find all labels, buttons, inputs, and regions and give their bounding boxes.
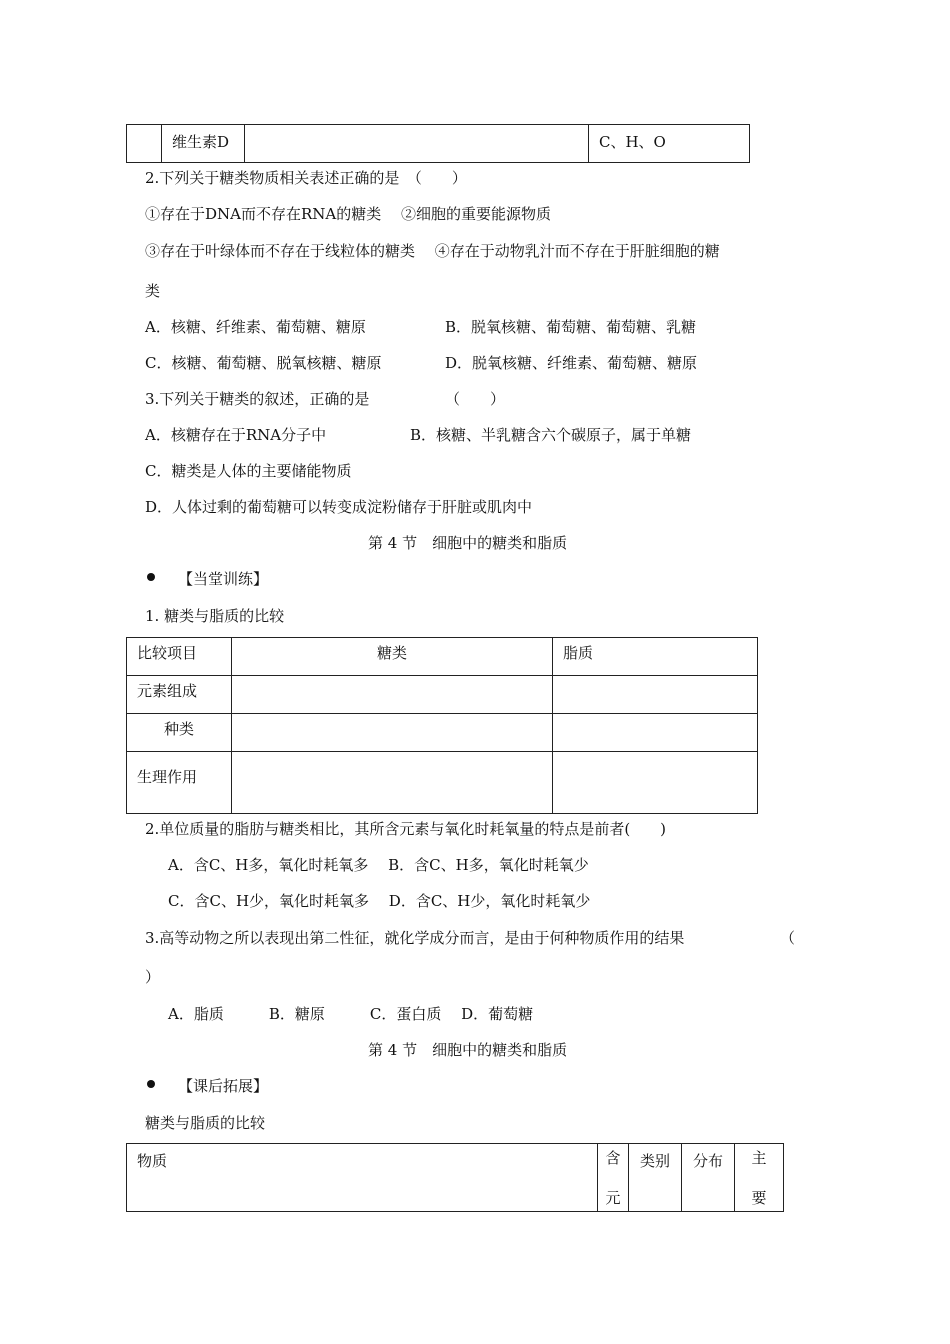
q2-option-b: B．脱氧核糖、葡萄糖、葡萄糖、乳糖 (445, 318, 697, 336)
q3-option-a: A．核糖存在于RNA分子中 (145, 426, 327, 444)
top-table-cell-vitamin-d: 维生素D (162, 125, 245, 163)
section1-q2-options-line1: A．含C、H多，氧化时耗氧多 B．含C、H多，氧化时耗氧少 (168, 856, 589, 874)
extension-header-main-line2: 要 (751, 1189, 767, 1207)
q2-stem: 2.下列关于糖类物质相关表述正确的是 （ ） (145, 169, 467, 187)
comparison-cell (553, 714, 758, 752)
q2-line1: ①存在于DNA而不存在RNA的糖类 ②细胞的重要能源物质 (145, 205, 552, 223)
section1-q2-options-line2: C．含C、H少，氧化时耗氧多 D．含C、H少，氧化时耗氧少 (168, 892, 591, 910)
comparison-row-types: 种类 (127, 714, 232, 752)
bullet-icon (147, 573, 155, 581)
q3-paren: （ ） (445, 390, 506, 408)
comparison-cell (553, 752, 758, 814)
comparison-header-sugar: 糖类 (232, 638, 553, 676)
comparison-row-elements: 元素组成 (127, 676, 232, 714)
bullet-icon (147, 1080, 155, 1088)
section2-heading: 【课后拓展】 (178, 1077, 269, 1095)
comparison-header-lipid: 脂质 (553, 638, 758, 676)
q3-stem: 3.下列关于糖类的叙述，正确的是 (145, 390, 370, 408)
extension-header-main-line1: 主 (751, 1149, 767, 1167)
extension-header-category: 类别 (629, 1144, 682, 1212)
q3-option-d: D．人体过剩的葡萄糖可以转变成淀粉储存于肝脏或肌肉中 (145, 498, 533, 516)
section1-q3-options: A．脂质 B．糖原 C．蛋白质 D．葡萄糖 (168, 1005, 534, 1023)
section1-q3-paren-close: ） (145, 968, 161, 986)
extension-header-distribution: 分布 (682, 1144, 735, 1212)
comparison-table (126, 637, 758, 814)
comparison-header-item: 比较项目 (127, 638, 232, 676)
extension-header-elements-line1: 含 (605, 1149, 621, 1167)
comparison-cell (232, 676, 553, 714)
section1-title: 第 4 节 细胞中的糖类和脂质 (368, 534, 568, 552)
q2-option-a: A．核糖、纤维素、葡萄糖、糖原 (145, 318, 366, 336)
section1-q3-stem: 3.高等动物之所以表现出第二性征，就化学成分而言，是由于何种物质作用的结果 (145, 929, 685, 947)
section1-heading: 【当堂训练】 (178, 570, 269, 588)
section1-q2-stem: 2.单位质量的脂肪与糖类相比，其所含元素与氧化时耗氧量的特点是前者( ) (145, 820, 667, 838)
top-table-cell-blank (245, 125, 589, 163)
extension-header-main (735, 1144, 784, 1212)
top-table-cell-elements: C、H、O (589, 125, 750, 163)
q2-line2b: 类 (145, 282, 161, 300)
extension-header-elements-line2: 元 (605, 1189, 621, 1207)
section2-title: 第 4 节 细胞中的糖类和脂质 (368, 1041, 568, 1059)
section2-item: 糖类与脂质的比较 (145, 1114, 266, 1132)
section1-q3-paren-open: （ (780, 929, 796, 947)
comparison-cell (232, 714, 553, 752)
q2-option-c: C．核糖、葡萄糖、脱氧核糖、糖原 (145, 354, 382, 372)
q3-option-b: B．核糖、半乳糖含六个碳原子，属于单糖 (410, 426, 692, 444)
q3-option-c: C．糖类是人体的主要储能物质 (145, 462, 352, 480)
comparison-cell (553, 676, 758, 714)
top-table-cell-empty (127, 125, 162, 163)
extension-table (126, 1143, 784, 1212)
q2-line2: ③存在于叶绿体而不存在于线粒体的糖类 ④存在于动物乳汁而不存在于肝脏细胞的糖 (145, 242, 720, 260)
extension-header-substance: 物质 (127, 1144, 598, 1212)
comparison-cell (232, 752, 553, 814)
extension-header-elements (598, 1144, 629, 1212)
section1-item1: 1. 糖类与脂质的比较 (145, 607, 285, 625)
q2-option-d: D．脱氧核糖、纤维素、葡萄糖、糖原 (445, 354, 698, 372)
comparison-row-function: 生理作用 (127, 752, 232, 814)
top-table (126, 124, 750, 163)
